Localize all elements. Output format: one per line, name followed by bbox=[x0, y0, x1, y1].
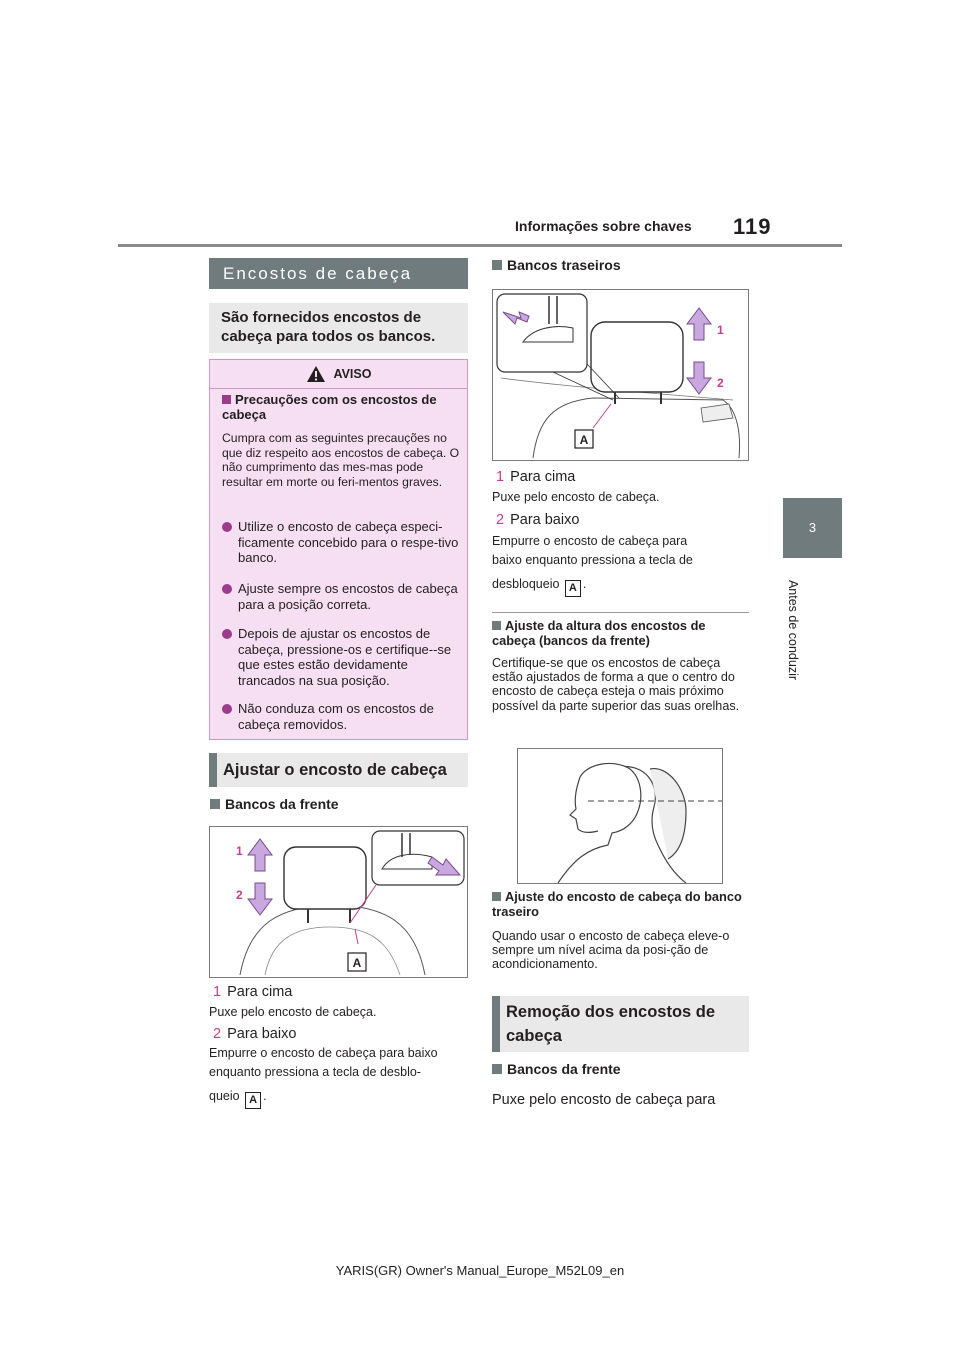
head-position-figure bbox=[517, 748, 723, 884]
key-label: A bbox=[579, 433, 589, 447]
square-bullet-icon bbox=[222, 395, 231, 404]
removal-front-heading: Bancos da frente bbox=[492, 1061, 621, 1077]
square-bullet-icon bbox=[492, 260, 502, 270]
arrow-label-up: 1 bbox=[717, 323, 724, 337]
bullet-dot-icon bbox=[222, 629, 232, 639]
footer: YARIS(GR) Owner's Manual_Europe_M52L09_en bbox=[335, 1263, 625, 1278]
front-seats-heading: Bancos da frente bbox=[210, 796, 339, 812]
chapter-label: Antes de conduzir bbox=[786, 579, 800, 681]
front-headrest-illustration bbox=[210, 827, 467, 977]
rear-step-2: 2 Para baixo bbox=[496, 512, 580, 528]
square-bullet-icon bbox=[492, 621, 501, 630]
head-position-illustration bbox=[518, 749, 722, 883]
warning-bullet: Utilize o encosto de cabeça especi-ficamente concebido para o respe-tivo banco. bbox=[222, 519, 462, 566]
front-headrest-figure bbox=[209, 826, 468, 978]
front-step-2: 2 Para baixo bbox=[213, 1026, 297, 1042]
rear-headrest-figure bbox=[492, 289, 749, 461]
warning-bullet: Não conduza com os encostos de cabeça removidos. bbox=[222, 701, 462, 732]
front-step-1: 1 Para cima bbox=[213, 984, 293, 1000]
warning-header: AVISO bbox=[210, 360, 467, 389]
adjust-heading: Ajustar o encosto de cabeça bbox=[209, 753, 468, 787]
rear-adjust-text: Quando usar o encosto de cabeça eleve-o sempre um nível acima da posi-ção de acondicionamento. bbox=[492, 929, 730, 972]
arrow-label-down: 2 bbox=[236, 888, 243, 902]
front-step-2-desc-line2: enquanto pressiona a tecla de desblo- bbox=[209, 1065, 421, 1079]
square-bullet-icon bbox=[492, 1064, 502, 1074]
key-a-icon: A bbox=[245, 1092, 261, 1109]
rear-step-2-desc-line2: baixo enquanto pressiona a tecla de bbox=[492, 553, 693, 567]
removal-heading: Remoção dos encostos de cabeça bbox=[492, 996, 749, 1052]
intro-box: São fornecidos encostos de cabeça para todos os bancos. bbox=[209, 303, 468, 353]
front-step-1-desc: Puxe pelo encosto de cabeça. bbox=[209, 1005, 377, 1019]
key-a-icon: A bbox=[565, 580, 581, 597]
warning-text: Cumpra com as seguintes precauções no que diz respeito aos encostos de cabeça. O não cumprimento das mes-mas pode resultar em morte ou feri-mentos graves. bbox=[222, 431, 460, 489]
warning-bullet: Depois de ajustar os encostos de cabeça, pressione-os e certifique--se que estes estão devidamente trancados na sua posição. bbox=[222, 626, 462, 688]
height-adjust-heading: Ajuste da altura dos encostos de cabeça (bancos da frente) bbox=[492, 618, 706, 648]
arrow-label-down: 2 bbox=[717, 376, 724, 390]
square-bullet-icon bbox=[492, 892, 501, 901]
chapter-tab: 3 bbox=[783, 498, 842, 558]
front-step-2-desc-line1: Empurre o encosto de cabeça para baixo bbox=[209, 1046, 438, 1060]
bullet-dot-icon bbox=[222, 704, 232, 714]
divider bbox=[492, 612, 749, 613]
rear-step-2-desc-line1: Empurre o encosto de cabeça para bbox=[492, 534, 688, 548]
header-rule bbox=[118, 244, 842, 247]
rear-seats-heading: Bancos traseiros bbox=[492, 257, 621, 273]
page-number: 119 bbox=[733, 214, 772, 239]
warning-subheading: Precauções com os encostos de cabeça bbox=[222, 392, 437, 422]
rear-step-2-desc-line3: desbloqueio A . bbox=[492, 575, 586, 597]
warning-box bbox=[209, 359, 468, 740]
front-step-2-desc-line3: queio A . bbox=[209, 1087, 267, 1109]
arrow-label-up: 1 bbox=[236, 844, 243, 858]
warning-triangle-icon bbox=[306, 365, 326, 383]
rear-adjust-heading: Ajuste do encosto de cabeça do banco traseiro bbox=[492, 889, 742, 919]
section-heading: Encostos de cabeça bbox=[209, 258, 468, 289]
key-label: A bbox=[352, 956, 362, 970]
bullet-dot-icon bbox=[222, 584, 232, 594]
rear-step-1: 1 Para cima bbox=[496, 469, 576, 485]
square-bullet-icon bbox=[210, 799, 220, 809]
rear-step-1-desc: Puxe pelo encosto de cabeça. bbox=[492, 490, 660, 504]
running-header: Informações sobre chaves bbox=[515, 218, 692, 234]
bullet-dot-icon bbox=[222, 522, 232, 532]
rear-headrest-illustration bbox=[493, 290, 748, 460]
removal-front-text: Puxe pelo encosto de cabeça para bbox=[492, 1092, 716, 1108]
height-adjust-text: Certifique-se que os encostos de cabeça estão ajustados de forma a que o centro do encosto de cabeça esteja o mais próximo possível da parte superior das suas orelhas. bbox=[492, 656, 740, 713]
warning-bullet: Ajuste sempre os encostos de cabeça para a posição correta. bbox=[222, 581, 462, 612]
